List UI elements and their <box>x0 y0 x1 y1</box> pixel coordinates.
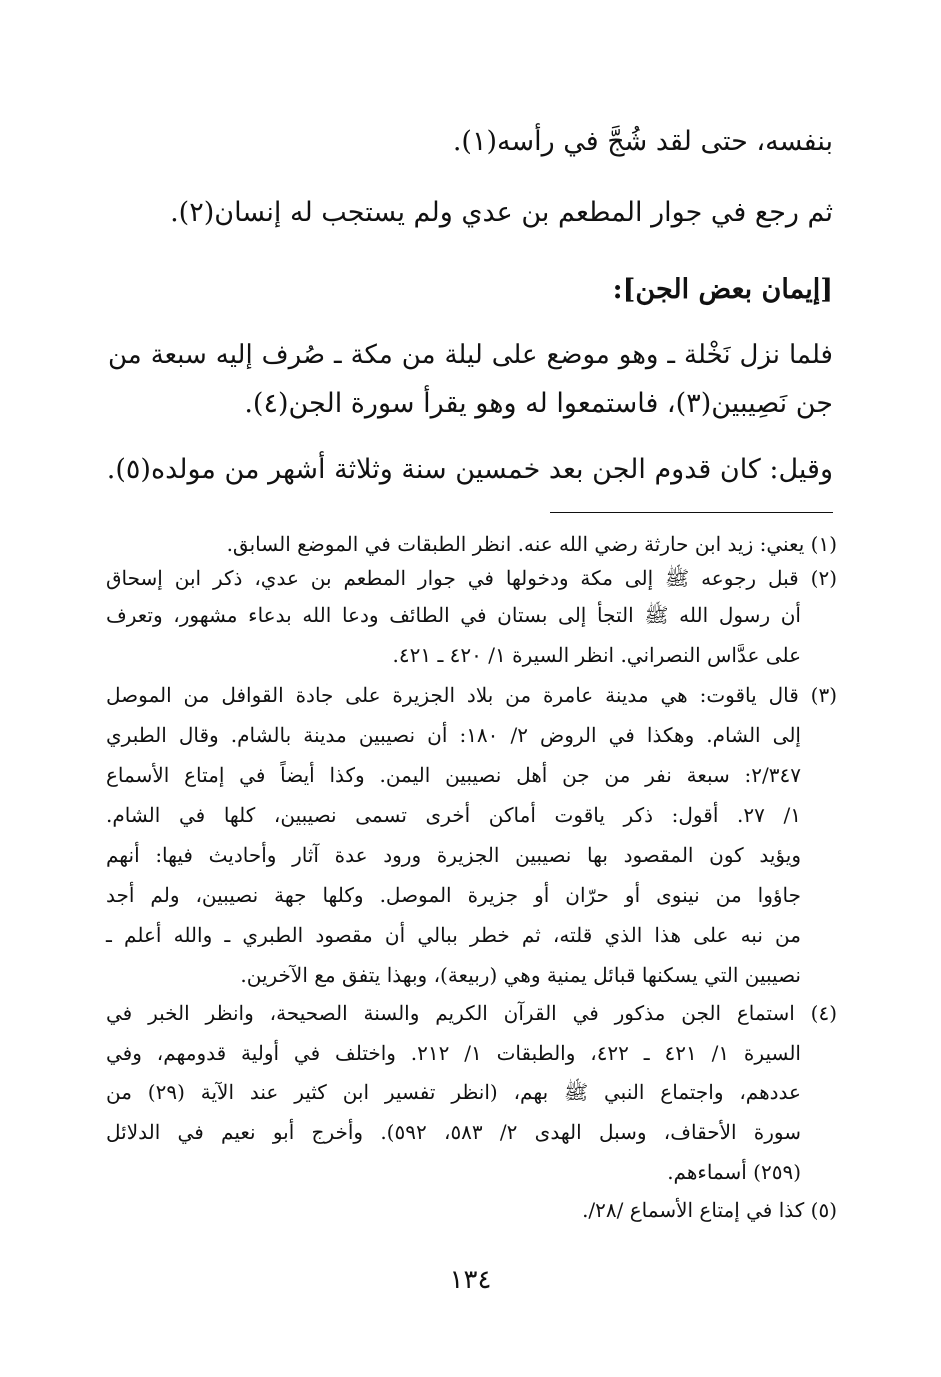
footnote-line: (٣) قال ياقوت: هي مدينة عامرة من بلاد الجزيرة على جادة القوافل من الموصل <box>106 683 837 707</box>
footnote-separator <box>550 512 833 513</box>
footnote-line: (٤) استماع الجن مذكور في القرآن الكريم والسنة الصحيحة، وانظر الخبر في <box>106 1001 837 1025</box>
footnote-line: ١/ ٢٧. أقول: ذكر ياقوت أماكن أخرى تسمى نصيبين، كلها في الشام. <box>106 803 801 827</box>
main-text-line: جن نَصِيبين(٣)، فاستمعوا له وهو يقرأ سورة الجن(٤). <box>244 388 833 419</box>
footnote-line: من نبه على هذا الذي قلته، ثم خطر ببالي أن مقصود الطبري ـ والله أعلم ـ <box>106 923 801 947</box>
footnote-line: نصيبين التي يسكنها قبائل يمنية وهي (ربيعة)، وبهذا يتفق مع الآخرين. <box>240 963 801 987</box>
footnote-line: ويؤيد كون المقصود بها نصيبين الجزيرة ورود عدة آثار وأحاديث فيها: أنهم <box>106 843 801 867</box>
footnote-line: على عدَّاس النصراني. انظر السيرة ١/ ٤٢٠ ـ ٤٢١. <box>392 643 801 667</box>
main-text-line: فلما نزل نَخْلة ـ وهو موضع على ليلة من مكة ـ صُرف إليه سبعة من <box>108 340 833 370</box>
page-number: ١٣٤ <box>449 1265 492 1295</box>
footnote-line: السيرة ١/ ٤٢١ ـ ٤٢٢، والطبقات ١/ ٢١٢. واختلف في أولية قدومهم، وفي <box>106 1041 801 1065</box>
footnote-line: سورة الأحقاف، وسبل الهدى ٢/ ٥٨٣، ٥٩٢). وأخرج أبو نعيم في الدلائل <box>106 1120 802 1144</box>
footnote-line: (٢٥٩) أسماءهم. <box>667 1160 801 1184</box>
footnote-line: أن رسول الله ﷺ التجأ إلى بستان في الطائف ودعا الله بدعاء مشهور، وتعرف <box>106 603 801 627</box>
main-text-line: بنفسه، حتى لقد شُجَّ في رأسه(١). <box>452 126 833 157</box>
footnote-line: إلى الشام. وهكذا في الروض ٢/ ١٨٠: أن نصيبين مدينة بالشام. وقال الطبري <box>106 723 801 747</box>
footnote-line: (٢) قبل رجوعه ﷺ إلى مكة ودخولها في جوار المطعم بن عدي، ذكر ابن إسحاق <box>106 566 837 590</box>
section-heading: [إيمان بعض الجن]: <box>612 274 833 305</box>
footnote-line: جاؤوا من نينوى أو حرّان أو جزيرة الموصل. وكلها جهة نصيبين، ولم أجد <box>106 883 801 907</box>
footnote-line: (٥) كذا في إمتاع الأسماع /٢٨/. <box>582 1198 837 1222</box>
main-text-line: وقيل: كان قدوم الجن بعد خمسين سنة وثلاثة أشهر من مولده(٥). <box>106 454 833 485</box>
main-text-line: ثم رجع في جوار المطعم بن عدي ولم يستجب له إنسان(٢). <box>170 197 833 228</box>
footnote-line: ٢/٣٤٧: سبعة نفر من جن أهل نصيبين اليمن. وكذا أيضاً في إمتاع الأسماع <box>106 763 801 787</box>
footnote-line: (١) يعني: زيد ابن حارثة رضي الله عنه. انظر الطبقات في الموضع السابق. <box>226 532 837 556</box>
footnote-line: عددهم، واجتماع النبي ﷺ بهم، (انظر تفسير ابن كثير عند الآية (٢٩) من <box>106 1080 801 1104</box>
